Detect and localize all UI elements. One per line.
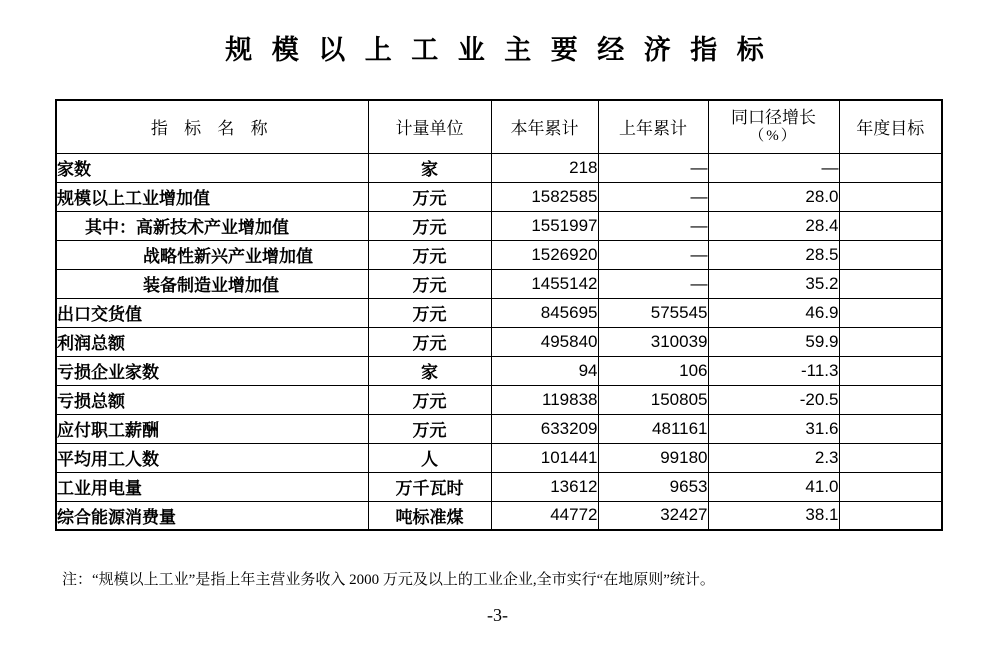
table-row [56,327,942,356]
indicator-name-cell: 应付职工薪酬 [56,414,368,443]
annual-target-cell [839,153,942,182]
page-title: 规 模 以 上 工 业 主 要 经 济 指 标 [225,35,770,65]
col-header-growth-line1: 同口径增长 [731,108,816,128]
table-row [56,472,942,501]
growth-cell: — [708,153,839,182]
current-year-cell: 845695 [491,298,598,327]
growth-cell: 28.5 [708,240,839,269]
indicator-name-cell: 家数 [56,153,368,182]
current-year-cell: 633209 [491,414,598,443]
growth-cell: 28.4 [708,211,839,240]
previous-year-cell: 310039 [598,327,708,356]
table-row [56,211,942,240]
annual-target-cell [839,385,942,414]
unit-cell: 万元 [368,269,491,298]
current-year-cell: 218 [491,153,598,182]
table-row [56,356,942,385]
previous-year-cell: 575545 [598,298,708,327]
growth-cell: 46.9 [708,298,839,327]
indicators-table [55,99,943,531]
current-year-cell: 1526920 [491,240,598,269]
current-year-cell: 495840 [491,327,598,356]
previous-year-cell: — [598,269,708,298]
growth-cell: 38.1 [708,501,839,530]
unit-cell: 万元 [368,327,491,356]
indicator-name-cell: 工业用电量 [56,472,368,501]
col-header-current-year: 本年累计 [491,100,598,153]
table-footnote: 注：“规模以上工业”是指上年主营业务收入 2000 万元及以上的工业企业,全市实行“在地原则”统计。 [62,572,715,588]
current-year-cell: 13612 [491,472,598,501]
indicator-name-cell: 平均用工人数 [56,443,368,472]
col-header-previous-year: 上年累计 [598,100,708,153]
previous-year-cell: 481161 [598,414,708,443]
growth-cell: 59.9 [708,327,839,356]
current-year-cell: 119838 [491,385,598,414]
col-header-unit: 计量单位 [368,100,491,153]
col-header-growth-line2: （%） [749,128,798,145]
growth-cell: 41.0 [708,472,839,501]
previous-year-cell: — [598,182,708,211]
previous-year-cell: — [598,211,708,240]
col-header-indicator-name: 指 标 名 称 [56,100,368,153]
annual-target-cell [839,356,942,385]
table-header-row [56,100,942,153]
previous-year-cell: 106 [598,356,708,385]
growth-cell: 35.2 [708,269,839,298]
previous-year-cell: 32427 [598,501,708,530]
unit-cell: 万元 [368,182,491,211]
page-number: -3- [487,605,508,625]
unit-cell: 家 [368,356,491,385]
growth-cell: 28.0 [708,182,839,211]
current-year-cell: 94 [491,356,598,385]
table-row [56,269,942,298]
current-year-cell: 1455142 [491,269,598,298]
previous-year-cell: — [598,240,708,269]
annual-target-cell [839,269,942,298]
col-header-growth [708,100,839,153]
unit-cell: 万元 [368,240,491,269]
table-row [56,298,942,327]
annual-target-cell [839,211,942,240]
unit-cell: 万元 [368,298,491,327]
previous-year-cell: — [598,153,708,182]
table-row [56,153,942,182]
current-year-cell: 1551997 [491,211,598,240]
table-row [56,182,942,211]
table-row [56,240,942,269]
growth-cell: -11.3 [708,356,839,385]
table-row [56,443,942,472]
indicator-name-cell: 利润总额 [56,327,368,356]
unit-cell: 人 [368,443,491,472]
previous-year-cell: 150805 [598,385,708,414]
unit-cell: 万元 [368,211,491,240]
indicator-name-cell: 其中：高新技术产业增加值 [56,211,368,240]
col-header-annual-target: 年度目标 [839,100,942,153]
unit-cell: 万千瓦时 [368,472,491,501]
indicator-name-cell: 亏损总额 [56,385,368,414]
growth-cell: 2.3 [708,443,839,472]
annual-target-cell [839,182,942,211]
table-row [56,385,942,414]
unit-cell: 万元 [368,414,491,443]
unit-cell: 万元 [368,385,491,414]
indicator-name-cell: 出口交货值 [56,298,368,327]
current-year-cell: 1582585 [491,182,598,211]
current-year-cell: 101441 [491,443,598,472]
indicator-name-cell: 装备制造业增加值 [56,269,368,298]
table-row [56,501,942,530]
previous-year-cell: 99180 [598,443,708,472]
previous-year-cell: 9653 [598,472,708,501]
indicator-name-cell: 综合能源消费量 [56,501,368,530]
annual-target-cell [839,443,942,472]
annual-target-cell [839,501,942,530]
annual-target-cell [839,298,942,327]
annual-target-cell [839,240,942,269]
indicator-name-cell: 亏损企业家数 [56,356,368,385]
unit-cell: 家 [368,153,491,182]
table-row [56,414,942,443]
unit-cell: 吨标准煤 [368,501,491,530]
annual-target-cell [839,327,942,356]
growth-cell: 31.6 [708,414,839,443]
current-year-cell: 44772 [491,501,598,530]
growth-cell: -20.5 [708,385,839,414]
indicator-name-cell: 战略性新兴产业增加值 [56,240,368,269]
annual-target-cell [839,472,942,501]
indicator-name-cell: 规模以上工业增加值 [56,182,368,211]
annual-target-cell [839,414,942,443]
